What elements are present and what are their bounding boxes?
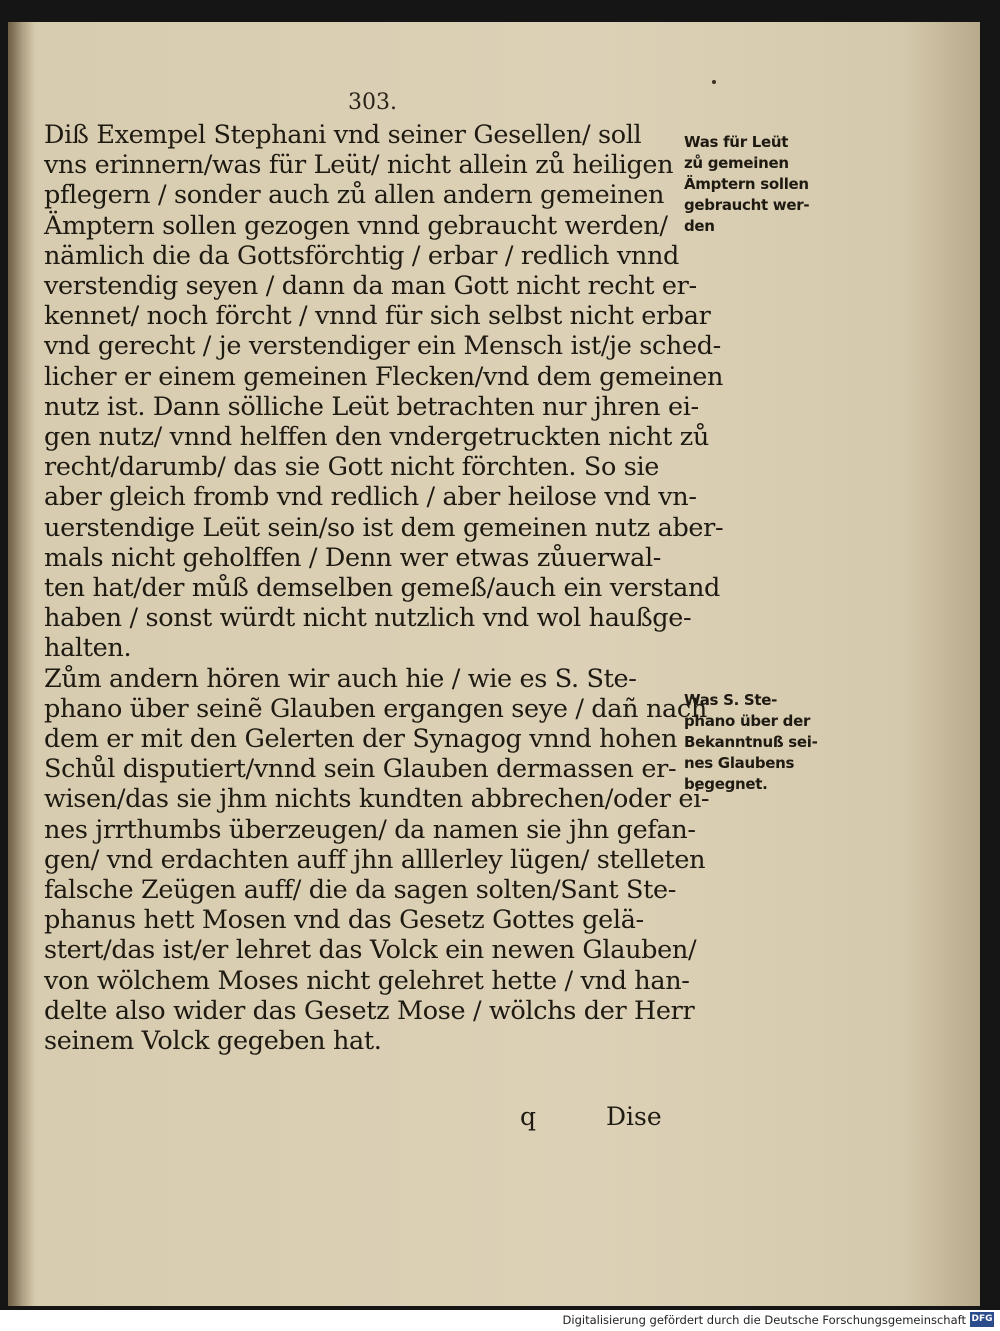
body-text-line: gen nutz/ vnnd helffen den vndergetruckten nicht zů xyxy=(44,422,709,453)
body-text-line: nämlich die da Gottsförchtig / erbar / redlich vnnd xyxy=(44,240,680,271)
margin-note-1-line: Ämptern sollen xyxy=(684,175,809,193)
body-text-line: Diß Exempel Stephani vnd seiner Gesellen/ soll xyxy=(44,120,642,150)
body-text-line: phano über seinẽ Glauben ergangen seye / dañ nach xyxy=(44,693,707,724)
binding-shadow xyxy=(8,22,34,1306)
body-text-line: aber gleich fromb vnd redlich / aber heilose vnd vn- xyxy=(44,482,697,513)
body-text-line: dem er mit den Gelerten der Synagog vnnd hohen xyxy=(44,724,678,755)
body-text-line: Zům andern hören wir auch hie / wie es S. Ste- xyxy=(44,663,637,694)
body-text-line: haben / sonst würdt nicht nutzlich vnd wol haußge- xyxy=(44,603,692,634)
margin-note-stephen-faith xyxy=(684,690,854,795)
body-text-line: seinem Volck gegeben hat. xyxy=(44,1026,382,1057)
margin-note-2-line: nes Glaubens xyxy=(684,754,795,772)
body-text-line: Schůl disputiert/vnnd sein Glauben dermassen er- xyxy=(44,754,677,785)
body-text-block xyxy=(44,120,724,1057)
margin-note-officials xyxy=(684,132,854,237)
body-text-line: mals nicht geholffen / Denn wer etwas zůuerwal- xyxy=(44,542,662,573)
page-number: 303. xyxy=(348,90,397,115)
body-text-line: nutz ist. Dann sölliche Leüt betrachten nur jhren ei- xyxy=(44,391,699,422)
margin-note-2-line: Bekanntnuß sei- xyxy=(684,733,818,751)
ink-dot xyxy=(712,80,716,84)
body-text-line: delte also wider das Gesetz Mose / wölchs der Herr xyxy=(44,995,695,1026)
margin-note-2-line: Was S. Ste- xyxy=(684,691,778,709)
body-text-line: vns erinnern/was für Leüt/ nicht allein zů heiligen xyxy=(44,150,674,181)
signature-mark: q xyxy=(520,1102,537,1131)
margin-note-1-line: zů gemeinen xyxy=(684,154,789,172)
margin-note-1-line: gebraucht wer- xyxy=(684,196,810,214)
margin-note-1-line: Was für Leüt xyxy=(684,133,789,151)
funding-notice: Digitalisierung gefördert durch die Deutsche Forschungsgemeinschaft xyxy=(562,1313,966,1327)
body-text-line: kennet/ noch förcht / vnnd für sich selbst nicht erbar xyxy=(44,301,711,332)
margin-note-2-line: phano über der xyxy=(684,712,811,730)
margin-note-2-line: begegnet. xyxy=(684,775,768,793)
body-text-line: uerstendige Leüt sein/so ist dem gemeinen nutz aber- xyxy=(44,512,724,543)
body-text-line: falsche Zeügen auff/ die da sagen solten/Sant Ste- xyxy=(44,875,677,906)
body-text-line: halten. xyxy=(44,633,132,664)
footer-bar xyxy=(0,1310,1000,1331)
body-text-line: wisen/das sie jhm nichts kundten abbrechen/oder ei- xyxy=(44,784,710,815)
body-text-line: Ämptern sollen gezogen vnnd gebraucht werden/ xyxy=(44,210,668,241)
body-text-line: stert/das ist/er lehret das Volck ein newen Glauben/ xyxy=(44,935,697,966)
body-text-line: nes jrrthumbs überzeugen/ da namen sie jhn gefan- xyxy=(44,814,696,845)
body-text-line: vnd gerecht / je verstendiger ein Mensch ist/je sched- xyxy=(44,331,721,362)
body-text-line: ten hat/der můß demselben gemeß/auch ein verstand xyxy=(44,573,720,604)
margin-note-1-line: den xyxy=(684,217,715,235)
body-text-line: phanus hett Mosen vnd das Gesetz Gottes gelä- xyxy=(44,905,644,936)
body-text-line: recht/darumb/ das sie Gott nicht förchten. So sie xyxy=(44,452,660,483)
body-text-line: von wölchem Moses nicht gelehret hette / vnd han- xyxy=(44,965,690,996)
dfg-logo: DFG xyxy=(970,1312,994,1327)
catchword: Dise xyxy=(606,1102,662,1131)
body-text-line: gen/ vnd erdachten auff jhn alllerley lügen/ stelleten xyxy=(44,844,706,875)
body-text-line: pflegern / sonder auch zů allen andern gemeinen xyxy=(44,180,665,211)
body-text-line: verstendig seyen / dann da man Gott nicht recht er- xyxy=(44,271,697,302)
body-text-line: licher er einem gemeinen Flecken/vnd dem gemeinen xyxy=(44,361,724,392)
